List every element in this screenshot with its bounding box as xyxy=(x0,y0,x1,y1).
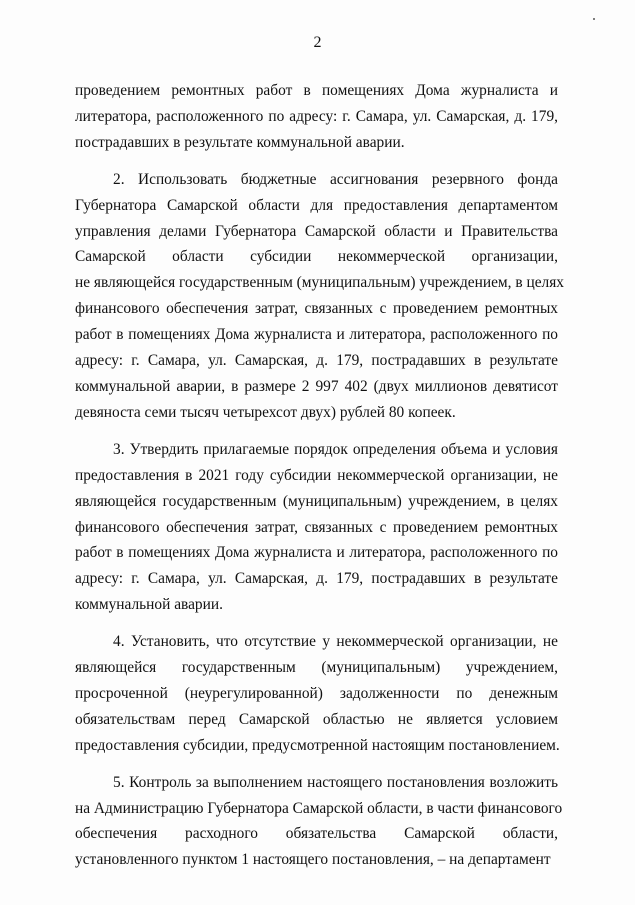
text-line: Самарской области субсидии некоммерческой организации, xyxy=(75,248,558,266)
text-line: 5. Контроль за выполнением настоящего постановления возложить xyxy=(113,773,558,791)
text-line: девяноста семи тысяч четырехсот двух) рублей 80 копеек. xyxy=(75,403,456,421)
text-line: просроченной (неурегулированной) задолженности по денежным xyxy=(75,684,558,702)
text-line: коммунальной аварии. xyxy=(75,596,223,614)
text-line: являющейся государственным (муниципальным) учреждением, в целях xyxy=(75,492,558,510)
text-line: адресу: г. Самара, ул. Самарская, д. 179, пострадавших в результате xyxy=(75,352,558,370)
paragraph-item-4 xyxy=(75,629,558,759)
text-line: 2. Использовать бюджетные ассигнования резервного фонда xyxy=(113,170,558,188)
scan-speck xyxy=(593,18,595,20)
paragraph-item-2 xyxy=(75,167,565,426)
text-line: установленного пунктом 1 настоящего постановления, – на департамент xyxy=(75,851,551,869)
text-line: финансового обеспечения затрат, связанных с проведением ремонтных xyxy=(75,300,558,318)
text-line: на Администрацию Губернатора Самарской области, в части финансового xyxy=(75,799,563,817)
text-line: обеспечения расходного обязательства Самарской области, xyxy=(75,825,558,843)
paragraph-continuation xyxy=(75,78,558,156)
text-line: 4. Установить, что отсутствие у некоммерческой организации, не xyxy=(113,633,558,651)
document-body xyxy=(75,78,565,884)
text-line: обязательствам перед Самарской областью не является условием xyxy=(75,710,558,728)
text-line: управления делами Губернатора Самарской области и Правительства xyxy=(75,222,558,240)
text-line: коммунальной аварии, в размере 2 997 402 (двух миллионов девятисот xyxy=(75,377,558,395)
text-line: финансового обеспечения затрат, связанных с проведением ремонтных xyxy=(75,518,558,536)
text-line: пострадавших в результате коммунальной аварии. xyxy=(75,133,405,151)
text-line: являющейся государственным (муниципальным) учреждением, xyxy=(75,659,558,677)
paragraph-item-3 xyxy=(75,437,558,618)
text-line: проведением ремонтных работ в помещениях Дома журналиста и xyxy=(75,82,558,99)
text-line: работ в помещениях Дома журналиста и литератора, расположенного по xyxy=(75,544,558,562)
text-line: предоставления субсидии, предусмотренной настоящим постановлением. xyxy=(75,736,560,754)
page-number: 2 xyxy=(313,34,322,51)
paragraph-item-5 xyxy=(75,770,563,874)
text-line: не являющейся государственным (муниципальным) учреждением, в целях xyxy=(75,274,565,292)
text-line: предоставления в 2021 году субсидии некоммерческой организации, не xyxy=(75,466,558,484)
text-line: адресу: г. Самара, ул. Самарская, д. 179, пострадавших в результате xyxy=(75,570,558,588)
text-line: работ в помещениях Дома журналиста и литератора, расположенного по xyxy=(75,326,558,344)
text-line: 3. Утвердить прилагаемые порядок определения объема и условия xyxy=(113,440,558,458)
text-line: Губернатора Самарской области для предоставления департаментом xyxy=(75,196,558,214)
text-line: литератора, расположенного по адресу: г. Самара, ул. Самарская, д. 179, xyxy=(75,107,558,125)
